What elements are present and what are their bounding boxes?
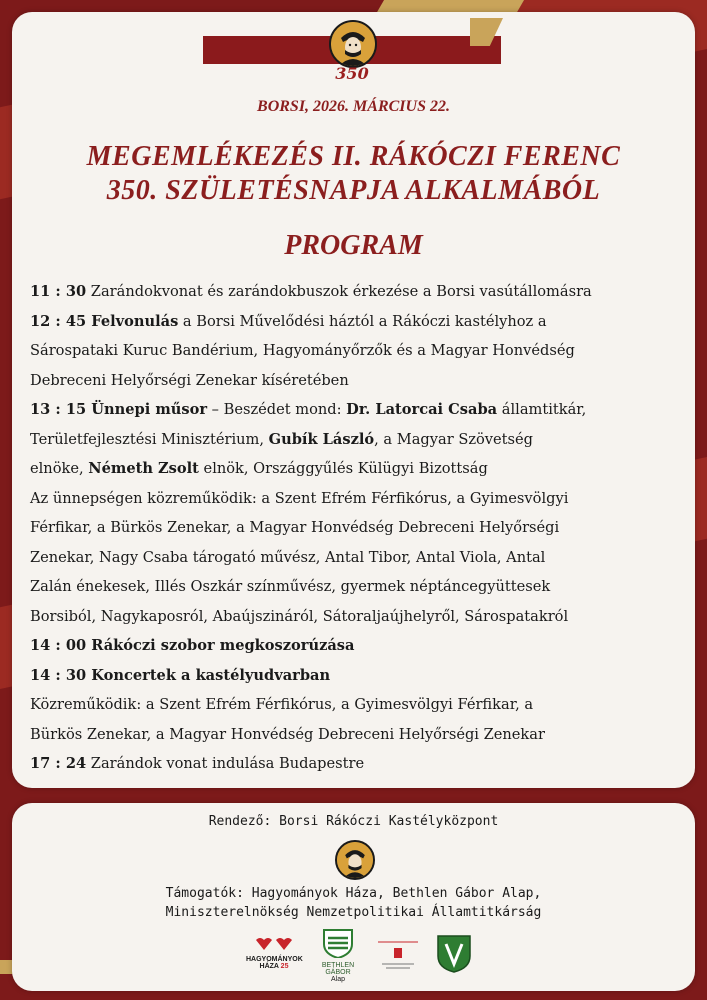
program-text: Férfikar, a Bürkös Zenekar, a Magyar Honvédség Debreceni Helyőrségi <box>30 519 560 536</box>
program-event: 14 : 00 Rákóczi szobor megkoszorúzása <box>30 637 355 654</box>
program-text: Zarándok vonat indulása Budapestre <box>86 755 365 772</box>
program-text: elnöke, <box>30 460 89 477</box>
program-line <box>30 454 690 484</box>
program-event: Ünnepi műsor <box>86 401 208 418</box>
program-time: 17 : 24 <box>30 755 87 772</box>
program-text: – Beszédet mond: <box>207 401 347 418</box>
emblem-icon <box>436 934 472 974</box>
hagyomanyok-haza-logo <box>246 936 302 976</box>
sponsor-logos <box>0 928 707 983</box>
anniversary-number: 350 <box>335 64 369 83</box>
program-line <box>30 572 690 602</box>
speaker-name: Németh Zsolt <box>88 460 199 477</box>
program-line <box>30 690 690 720</box>
logo-label: HÁZA 25 <box>259 963 289 970</box>
ministry-logo <box>376 938 420 972</box>
program-line <box>30 425 690 455</box>
program-line <box>30 277 690 307</box>
emblem-logo <box>436 934 472 974</box>
program-text: Bürkös Zenekar, a Magyar Honvédség Debreceni Helyőrségi Zenekar <box>30 725 545 743</box>
program-line <box>30 336 690 366</box>
speaker-name: Dr. Latorcai Csaba <box>346 401 498 418</box>
program-text: Zarándokvonat és zarándokbuszok érkezése a Borsi vasútállomásra <box>86 283 592 300</box>
program-text: a Borsi Művelődési háztól a Rákóczi kastélyhoz a <box>178 312 547 330</box>
program-list <box>30 277 690 779</box>
program-text: , a Magyar Szövetség <box>374 430 534 448</box>
logo-label: Alap <box>330 976 345 983</box>
program-text: Közreműködik: a Szent Efrém Férfikórus, a Gyimesvölgyi Férfikar, a <box>30 696 534 713</box>
program-line <box>30 749 690 779</box>
logo-label: BETHLEN GÁBOR <box>321 962 355 976</box>
program-text: elnök, Országgyűlés Külügyi Bizottság <box>198 460 488 477</box>
program-event: 14 : 30 Koncertek a kastélyudvarban <box>30 666 331 684</box>
event-date: BORSI, 2026. MÁRCIUS 22. <box>257 98 450 115</box>
program-line <box>30 720 690 750</box>
program-line <box>30 307 690 337</box>
program-text: Borsiból, Nagykaposról, Abaújszináról, Sátoraljaújhelyről, Sárospatakról <box>30 607 569 625</box>
program-line <box>30 631 690 661</box>
program-line <box>30 484 690 514</box>
program-line <box>30 602 690 632</box>
program-event: Felvonulás <box>86 312 179 330</box>
program-text: Sárospataki Kuruc Bandérium, Hagyományőrzők és a Magyar Honvédség <box>30 342 575 359</box>
supporters <box>0 884 707 922</box>
heart-icon <box>246 936 302 952</box>
program-text: Zenekar, Nagy Csaba tárogató művész, Antal Tibor, Antal Viola, Antal <box>30 548 546 566</box>
organizer-line: Rendező: Borsi Rákóczi Kastélyközpont <box>208 814 499 829</box>
title-line-2: 350. SZÜLETÉSNAPJA ALKALMÁBÓL <box>106 175 601 206</box>
program-line <box>30 661 690 691</box>
rakoczi-portrait-icon <box>329 20 377 68</box>
coat-of-arms-icon <box>376 938 420 972</box>
supporters-line-2: Miniszterelnökség Nemzetpolitikai Államtitkárság <box>165 905 542 920</box>
program-line <box>30 366 690 396</box>
supporters-line-1: Támogatók: Hagyományok Háza, Bethlen Gábor Alap, <box>165 886 542 901</box>
program-heading: PROGRAM <box>284 230 423 261</box>
program-line <box>30 395 690 425</box>
bethlen-gabor-alap-logo <box>318 928 358 983</box>
program-text: Területfejlesztési Minisztérium, <box>30 430 269 448</box>
logo-label: HAGYOMÁNYOK <box>246 956 303 963</box>
program-line <box>30 513 690 543</box>
program-text: Zalán énekesek, Illés Oszkár színművész, gyermek néptáncegyüttesek <box>30 578 551 595</box>
program-time: 13 : 15 <box>30 401 87 418</box>
shield-icon <box>318 928 358 958</box>
title-line-1: MEGEMLÉKEZÉS II. RÁKÓCZI FERENC <box>86 141 621 172</box>
speaker-name: Gubík László <box>268 430 375 448</box>
event-title <box>0 140 707 208</box>
program-text: Debreceni Helyőrségi Zenekar kíséretében <box>30 371 349 389</box>
program-time: 12 : 45 <box>30 312 87 330</box>
rakoczi-portrait-icon <box>335 840 375 880</box>
program-text: államtitkár, <box>497 401 587 418</box>
program-line <box>30 543 690 573</box>
program-text: Az ünnepségen közreműködik: a Szent Efrém Férfikórus, a Gyimesvölgyi <box>30 489 569 507</box>
program-time: 11 : 30 <box>30 283 87 300</box>
